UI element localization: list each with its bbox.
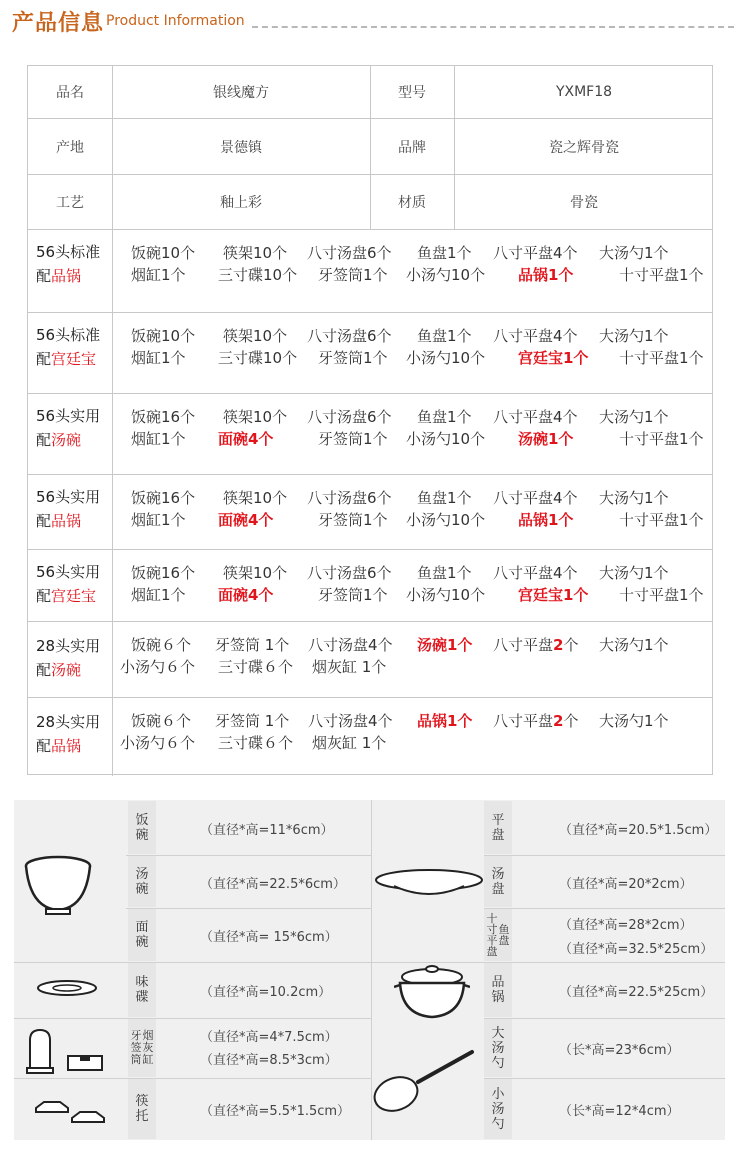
size-label: 面 碗 xyxy=(128,909,156,961)
config-item: 八寸汤盘6个 xyxy=(307,564,392,582)
config-item: 汤碗1个 xyxy=(417,636,473,654)
soup-plate-icon xyxy=(374,866,484,904)
config-row xyxy=(28,698,712,776)
spec-key: 工艺 xyxy=(56,195,84,211)
config-label-feature xyxy=(36,584,100,608)
size-dimension: （直径*高=8.5*3cm） xyxy=(200,1053,338,1068)
header-divider xyxy=(252,26,734,28)
spec-key: 产地 xyxy=(56,139,84,156)
toothpick-holder-ashtray-icon xyxy=(24,1026,106,1076)
config-item: 烟缸1个 xyxy=(131,586,186,604)
config-item: 小汤勺10个 xyxy=(406,266,486,284)
size-dimension: （直径*高=20.5*1.5cm） xyxy=(559,822,718,838)
size-dimension: （直径*高=28*2cm） xyxy=(559,918,693,933)
config-label-highlight: 品锅 xyxy=(51,512,82,530)
spec-table xyxy=(27,65,713,775)
config-item: 八寸汤盘6个 xyxy=(307,244,392,262)
config-item: 饭碗６个 xyxy=(131,636,192,654)
config-item: 品锅1个 xyxy=(417,712,473,730)
config-label-prefix: 配 xyxy=(36,587,52,605)
size-label: 汤 碗 xyxy=(128,856,156,907)
config-item: 八寸汤盘6个 xyxy=(307,327,392,345)
config-item: 八寸汤盘6个 xyxy=(307,489,392,507)
spec-key: 品牌 xyxy=(398,139,426,156)
config-item: 三寸碟10个 xyxy=(218,266,298,284)
config-label-highlight: 汤碗 xyxy=(51,431,82,449)
spec-value: 银线魔方 xyxy=(213,85,269,101)
config-label xyxy=(36,404,100,452)
config-row xyxy=(28,475,712,550)
config-item: 大汤勺1个 xyxy=(599,327,669,345)
config-label xyxy=(36,560,100,608)
config-item: 面碗4个 xyxy=(218,511,274,529)
size-dimension: （直径*高=22.5*25cm） xyxy=(559,985,714,1000)
config-item: 八寸汤盘4个 xyxy=(308,636,393,654)
size-dimension: （直径*高=32.5*25cm） xyxy=(559,942,714,957)
config-item: 筷架10个 xyxy=(223,408,288,426)
config-item: 十寸平盘1个 xyxy=(619,586,704,604)
size-dimension: （长*高=12*4cm） xyxy=(559,1104,680,1119)
config-item: 八寸平盘4个 xyxy=(493,327,578,345)
config-item: 面碗4个 xyxy=(218,430,274,448)
config-row xyxy=(28,230,712,313)
spec-row-craft xyxy=(28,175,712,230)
config-item: 牙签筒1个 xyxy=(318,266,388,284)
config-label xyxy=(36,240,100,288)
config-item: 八寸平盘2个 xyxy=(493,636,579,654)
spec-row-name xyxy=(28,66,712,119)
config-item: 八寸平盘4个 xyxy=(493,489,578,507)
config-item: 八寸汤盘4个 xyxy=(308,712,393,730)
config-label xyxy=(36,485,100,533)
config-label-feature xyxy=(36,658,100,682)
config-item: 小汤勺10个 xyxy=(406,349,486,367)
size-label: 品 锅 xyxy=(484,963,512,1017)
config-item: 饭碗16个 xyxy=(131,564,196,582)
config-item: 筷架10个 xyxy=(223,244,288,262)
spec-value: 景德镇 xyxy=(220,139,262,156)
config-item: 面碗4个 xyxy=(218,586,274,604)
config-item: 八寸平盘2个 xyxy=(493,712,579,730)
config-item: 八寸汤盘6个 xyxy=(307,408,392,426)
config-item: 小汤勺10个 xyxy=(406,430,486,448)
config-label-title: 56头实用 xyxy=(36,407,101,425)
size-label: 筷 托 xyxy=(128,1079,156,1139)
config-item: 鱼盘1个 xyxy=(417,327,472,345)
config-item: 筷架10个 xyxy=(223,564,288,582)
config-item: 饭碗10个 xyxy=(131,327,196,345)
config-item: 牙签筒1个 xyxy=(318,586,388,604)
section-subtitle: Product Information xyxy=(106,13,245,29)
config-item: 烟缸1个 xyxy=(131,511,186,529)
size-dimension: （直径*高=20*2cm） xyxy=(559,876,693,892)
config-label-prefix: 配 xyxy=(36,512,52,530)
size-dimension: （直径*高=5.5*1.5cm） xyxy=(200,1104,351,1119)
config-label-title: 56头标准 xyxy=(36,326,101,344)
config-item: 牙签筒 1个 xyxy=(215,712,290,730)
spec-value: 骨瓷 xyxy=(570,195,598,211)
spec-key: 品名 xyxy=(56,85,84,101)
config-item: 品锅1个 xyxy=(518,266,574,284)
config-item: 筷架10个 xyxy=(223,327,288,345)
config-item: 饭碗10个 xyxy=(131,244,196,262)
config-item: 大汤勺1个 xyxy=(599,489,669,507)
spec-key: 材质 xyxy=(398,195,426,211)
config-label xyxy=(36,323,100,371)
config-item: 大汤勺1个 xyxy=(599,408,669,426)
config-item: 鱼盘1个 xyxy=(417,408,472,426)
size-dimension: （长*高=23*6cm） xyxy=(559,1043,680,1058)
config-item: 宫廷宝1个 xyxy=(518,586,589,604)
config-item: 八寸平盘4个 xyxy=(493,244,578,262)
config-item: 大汤勺1个 xyxy=(599,636,669,654)
config-item: 饭碗16个 xyxy=(131,408,196,426)
size-label: 十 寸 平 盘 鱼 盘 xyxy=(484,909,512,961)
config-item: 十寸平盘1个 xyxy=(619,511,704,529)
size-dimension: （直径*高=4*7.5cm） xyxy=(200,1030,338,1045)
config-label-highlight: 品锅 xyxy=(51,267,82,285)
saucer-icon xyxy=(36,978,98,1000)
config-item: 大汤勺1个 xyxy=(599,712,669,730)
config-label-prefix: 配 xyxy=(36,267,52,285)
section-header xyxy=(12,4,732,40)
config-label-prefix: 配 xyxy=(36,431,52,449)
size-dimension: （直径*高=10.2cm） xyxy=(200,985,332,1000)
size-label: 大 汤 勺 xyxy=(484,1019,512,1077)
config-label-prefix: 配 xyxy=(36,661,52,679)
config-row xyxy=(28,622,712,698)
config-item: 宫廷宝1个 xyxy=(518,349,589,367)
config-item: 烟灰缸 1个 xyxy=(312,734,387,752)
size-label: 味 碟 xyxy=(128,963,156,1017)
config-label-title: 56头实用 xyxy=(36,563,101,581)
spec-key: 型号 xyxy=(398,85,426,101)
config-item: 牙签筒1个 xyxy=(318,430,388,448)
config-label-prefix: 配 xyxy=(36,350,52,368)
size-reference-panel xyxy=(14,800,725,1140)
spec-row-origin xyxy=(28,119,712,175)
config-label-highlight: 汤碗 xyxy=(51,661,82,679)
chopstick-rest-icon xyxy=(32,1096,110,1126)
config-item: 十寸平盘1个 xyxy=(619,430,704,448)
config-item: 鱼盘1个 xyxy=(417,564,472,582)
size-dimension: （直径*高=22.5*6cm） xyxy=(200,876,346,892)
config-label-highlight: 宫廷宝 xyxy=(51,350,97,368)
size-label: 汤 盘 xyxy=(484,856,512,907)
config-item: 汤碗1个 xyxy=(518,430,574,448)
config-label-prefix: 配 xyxy=(36,737,52,755)
section-title: 产品信息 xyxy=(12,11,105,36)
size-label: 牙 签 筒 烟 灰 缸 xyxy=(128,1019,156,1077)
config-item: 鱼盘1个 xyxy=(417,244,472,262)
config-item: 鱼盘1个 xyxy=(417,489,472,507)
bowl-icon xyxy=(24,852,92,922)
config-label-highlight: 宫廷宝 xyxy=(51,587,97,605)
config-row xyxy=(28,394,712,475)
config-item: 小汤勺10个 xyxy=(406,586,486,604)
config-item: 烟缸1个 xyxy=(131,349,186,367)
config-item: 八寸平盘4个 xyxy=(493,408,578,426)
config-item: 三寸碟６个 xyxy=(218,734,294,752)
spec-value: YXMF18 xyxy=(555,84,613,100)
config-item: 大汤勺1个 xyxy=(599,564,669,582)
config-item: 牙签筒1个 xyxy=(318,349,388,367)
config-item: 小汤勺６个 xyxy=(120,734,196,752)
spoon-icon xyxy=(372,1046,478,1118)
config-label-highlight: 品锅 xyxy=(51,737,82,755)
size-dimension: （直径*高= 15*6cm） xyxy=(200,930,338,945)
config-item: 大汤勺1个 xyxy=(599,244,669,262)
config-label-feature xyxy=(36,428,100,452)
config-label-title: 56头实用 xyxy=(36,488,101,506)
size-label: 小 汤 勺 xyxy=(484,1079,512,1139)
config-item: 三寸碟10个 xyxy=(218,349,298,367)
config-label xyxy=(36,634,100,682)
config-item: 饭碗16个 xyxy=(131,489,196,507)
config-item: 牙签筒1个 xyxy=(318,511,388,529)
casserole-icon xyxy=(394,963,470,1021)
config-item: 小汤勺６个 xyxy=(120,658,196,676)
config-item: 品锅1个 xyxy=(518,511,574,529)
config-label-title: 56头标准 xyxy=(36,243,101,261)
config-item: 十寸平盘1个 xyxy=(619,266,704,284)
config-item: 牙签筒 1个 xyxy=(215,636,290,654)
config-row xyxy=(28,313,712,394)
config-item: 烟缸1个 xyxy=(131,266,186,284)
config-item: 八寸平盘4个 xyxy=(493,564,578,582)
size-label: 饭 碗 xyxy=(128,801,156,854)
config-label xyxy=(36,710,100,758)
config-item: 饭碗６个 xyxy=(131,712,192,730)
config-item: 小汤勺10个 xyxy=(406,511,486,529)
config-label-feature xyxy=(36,734,100,758)
size-dimension: （直径*高=11*6cm） xyxy=(200,822,334,838)
config-item: 三寸碟６个 xyxy=(218,658,294,676)
config-item: 烟灰缸 1个 xyxy=(312,658,387,676)
config-label-feature xyxy=(36,264,100,288)
config-item: 十寸平盘1个 xyxy=(619,349,704,367)
config-row xyxy=(28,550,712,622)
config-label-feature xyxy=(36,509,100,533)
config-label-title: 28头实用 xyxy=(36,637,101,655)
config-item: 筷架10个 xyxy=(223,489,288,507)
config-item: 烟缸1个 xyxy=(131,430,186,448)
spec-value: 瓷之辉骨瓷 xyxy=(549,139,619,156)
config-label-feature xyxy=(36,347,100,371)
spec-value: 釉上彩 xyxy=(220,195,262,211)
size-label: 平 盘 xyxy=(484,801,512,854)
config-label-title: 28头实用 xyxy=(36,713,101,731)
